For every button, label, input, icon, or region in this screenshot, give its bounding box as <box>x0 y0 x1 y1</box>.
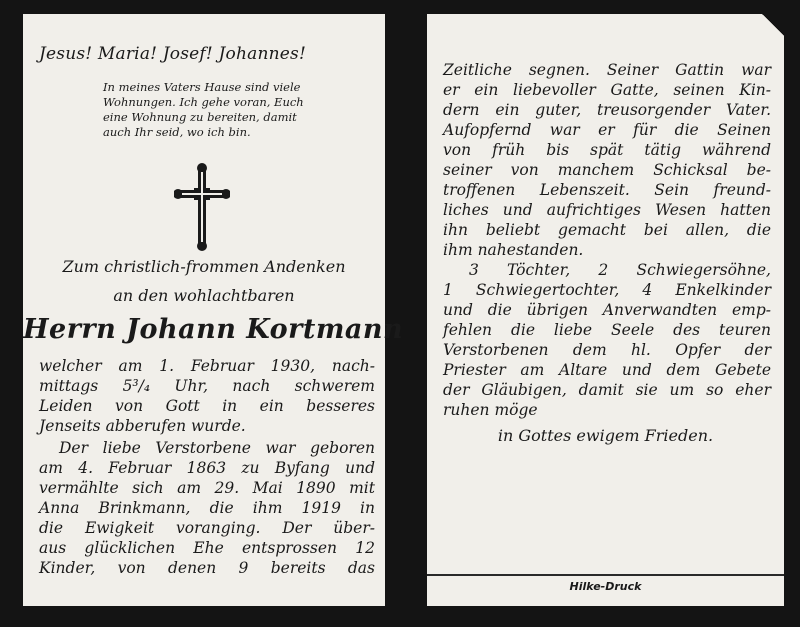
text-line: vermählte sich am 29. Mai 1890 mit <box>39 479 375 497</box>
text-line: fehlen die liebe Seele des teuren <box>443 321 771 339</box>
text-line: seiner von manchem Schicksal be- <box>443 161 771 179</box>
text-line: mittags 5³/₄ Uhr, nach schwerem <box>39 377 375 395</box>
text-line: dern ein guter, treusorgender Vater. <box>443 101 771 119</box>
text-line: Priester am Altare und dem Gebete <box>443 361 771 379</box>
text-line: er ein liebevoller Gatte, seinen Kin- <box>443 81 771 99</box>
printer-credit: Hilke-Druck <box>569 580 642 593</box>
cross-icon <box>174 162 230 252</box>
death-paragraph <box>39 356 375 436</box>
text-line: Zeitliche segnen. Seiner Gattin war <box>443 61 771 79</box>
divider <box>427 574 784 576</box>
tribute-paragraph <box>443 60 771 420</box>
quote-line: Wohnungen. Ich gehe voran, Euch <box>103 95 304 109</box>
left-page <box>23 14 404 606</box>
text-line: Anna Brinkmann, die ihm 1919 in <box>39 499 375 517</box>
text-line: von früh bis spät tätig während <box>443 141 771 159</box>
text-line: Verstorbenen dem hl. Opfer der <box>443 341 771 359</box>
quote-line: In meines Vaters Hause sind viele <box>103 80 301 94</box>
closing-line: in Gottes ewigem Frieden. <box>497 426 714 445</box>
quote-line: eine Wohnung zu bereiten, damit <box>103 110 297 124</box>
text-line: Jenseits abberufen wurde. <box>39 417 246 435</box>
devotion-header: Jesus! Maria! Josef! Johannes! <box>39 44 306 64</box>
text-line: ihm nahestanden. <box>443 241 584 259</box>
text-line: Aufopfernd war er für die Seinen <box>443 121 771 139</box>
text-line: troffenen Lebenszeit. Sein freund- <box>443 181 771 199</box>
text-line: 1 Schwiegertochter, 4 Enkelkinder <box>443 281 771 299</box>
deceased-name: Herrn Johann Kortmann <box>23 314 404 345</box>
text-line: Kinder, von denen 9 bereits das <box>39 559 375 577</box>
text-line: Leiden von Gott in ein besseres <box>39 397 375 415</box>
text-line: liches und aufrichtiges Wesen hatten <box>443 201 771 219</box>
text-line: aus glücklichen Ehe entsprossen 12 <box>39 539 375 557</box>
text-line: 3 Töchter, 2 Schwiegersöhne, <box>469 261 771 279</box>
text-line: ihn beliebt gemacht bei allen, die <box>443 221 771 239</box>
right-page <box>427 14 784 606</box>
text-line: ruhen möge <box>443 401 538 419</box>
memorial-line-2: an den wohlachtbaren <box>113 286 295 305</box>
text-line: welcher am 1. Februar 1930, nach- <box>39 357 375 375</box>
bible-quote <box>103 80 368 140</box>
biography-paragraph <box>39 438 375 578</box>
quote-line: auch Ihr seid, wo ich bin. <box>103 125 251 139</box>
folded-corner <box>762 14 784 36</box>
memorial-line-1: Zum christlich-frommen Andenken <box>62 257 346 276</box>
text-line: der Gläubigen, damit sie um so eher <box>443 381 771 399</box>
text-line: am 4. Februar 1863 zu Byfang und <box>39 459 375 477</box>
text-line: und die übrigen Anverwandten emp- <box>443 301 771 319</box>
text-line: die Ewigkeit voranging. Der über- <box>39 519 375 537</box>
text-line: Der liebe Verstorbene war geboren <box>59 439 375 457</box>
